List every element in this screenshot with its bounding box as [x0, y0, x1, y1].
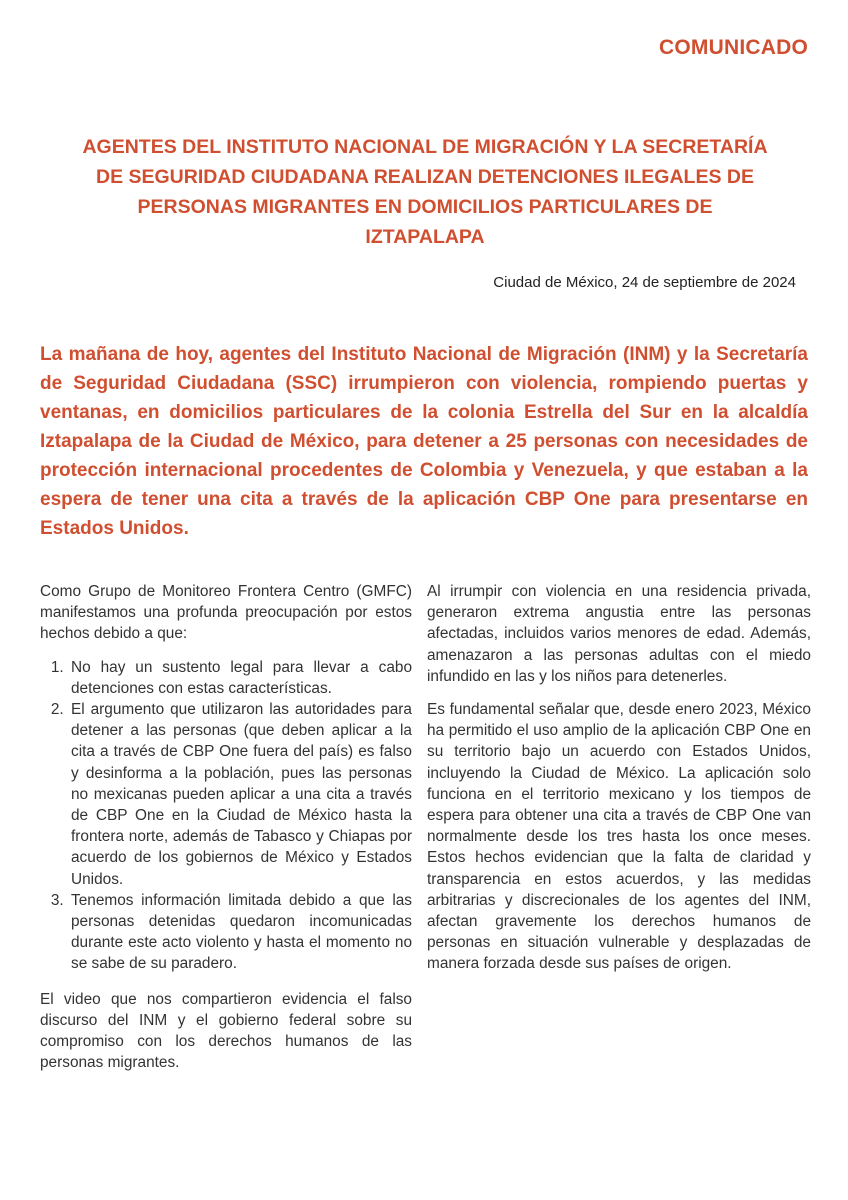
list-item: 3. Tenemos información limitada debido a que las personas detenidas quedaron incomunicadas durante este acto violento y hasta el momento no se sabe de su paradero.: [68, 890, 412, 975]
headline: AGENTES DEL INSTITUTO NACIONAL DE MIGRACIÓN Y LA SECRETARÍA DE SEGURIDAD CIUDADANA REALIZAN DETENCIONES ILEGALES DE PERSONAS MIGRANTES EN DOMICILIOS PARTICULARES DE IZTAPALAPA: [82, 136, 768, 248]
document-label: COMUNICADO: [659, 36, 808, 59]
list-item: 2. El argumento que utilizaron las autoridades para detener a las personas (que deben aplicar a la cita a través de CBP One fuera del país) es falso y desinforma a la población, pues las personas no mexicanas pueden aplicar a una cita a través de CBP One en la Ciudad de México hasta la frontera norte, además de Tabasco y Chiapas por acuerdo de los gobiernos de México y Estados Unidos.: [68, 699, 412, 890]
left-column: [40, 581, 412, 1085]
lead-paragraph: La mañana de hoy, agentes del Instituto Nacional de Migración (INM) y la Secretaría de Seguridad Ciudadana (SSC) irrumpieron con violencia, rompiendo puertas y ventanas, en domicilios particulares de la colonia Estrella del Sur en la alcaldía Iztapalapa de la Ciudad de México, para detener a 25 personas con necesidades de protección internacional procedentes de Colombia y Venezuela, y que estaban a la espera de tener una cita a través de la aplicación CBP One para presentarse en Estados Unidos.: [40, 344, 808, 539]
intro-paragraph: Como Grupo de Monitoreo Frontera Centro (GMFC) manifestamos una profunda preocupación por estos hechos debido a que:: [40, 583, 412, 643]
right-column: [427, 581, 811, 987]
dateline: Ciudad de México, 24 de septiembre de 2024: [493, 274, 796, 291]
body-paragraph: Al irrumpir con violencia en una residencia privada, generaron extrema angustia entre las personas afectadas, incluidos varios menores de edad. Además, amenazaron a las personas adultas con el miedo infundido en las y los niños para detenerles.: [427, 583, 811, 685]
body-paragraph: Es fundamental señalar que, desde enero 2023, México ha permitido el uso amplio de la aplicación CBP One en su territorio bajo un acuerdo con Estados Unidos, incluyendo la Ciudad de México. La aplicación solo funciona en el territorio mexicano y los tiempos de espera para obtener una cita a través de CBP One van normalmente desde los tres hasta los once meses. Estos hechos evidencian que la falta de claridad y transparencia en estos acuerdos, y las medidas arbitrarias y discrecionales de los agentes del INM, afectan gravemente los derechos humanos de personas en situación vulnerable y desplazadas de manera forzada desde sus países de origen.: [427, 701, 811, 973]
concerns-list: [40, 657, 412, 975]
list-item: 1. No hay un sustento legal para llevar a cabo detenciones con estas características.: [68, 657, 412, 699]
closing-paragraph: El video que nos compartieron evidencia el falso discurso del INM y el gobierno federal sobre su compromiso con los derechos humanos de las personas migrantes.: [40, 990, 412, 1072]
